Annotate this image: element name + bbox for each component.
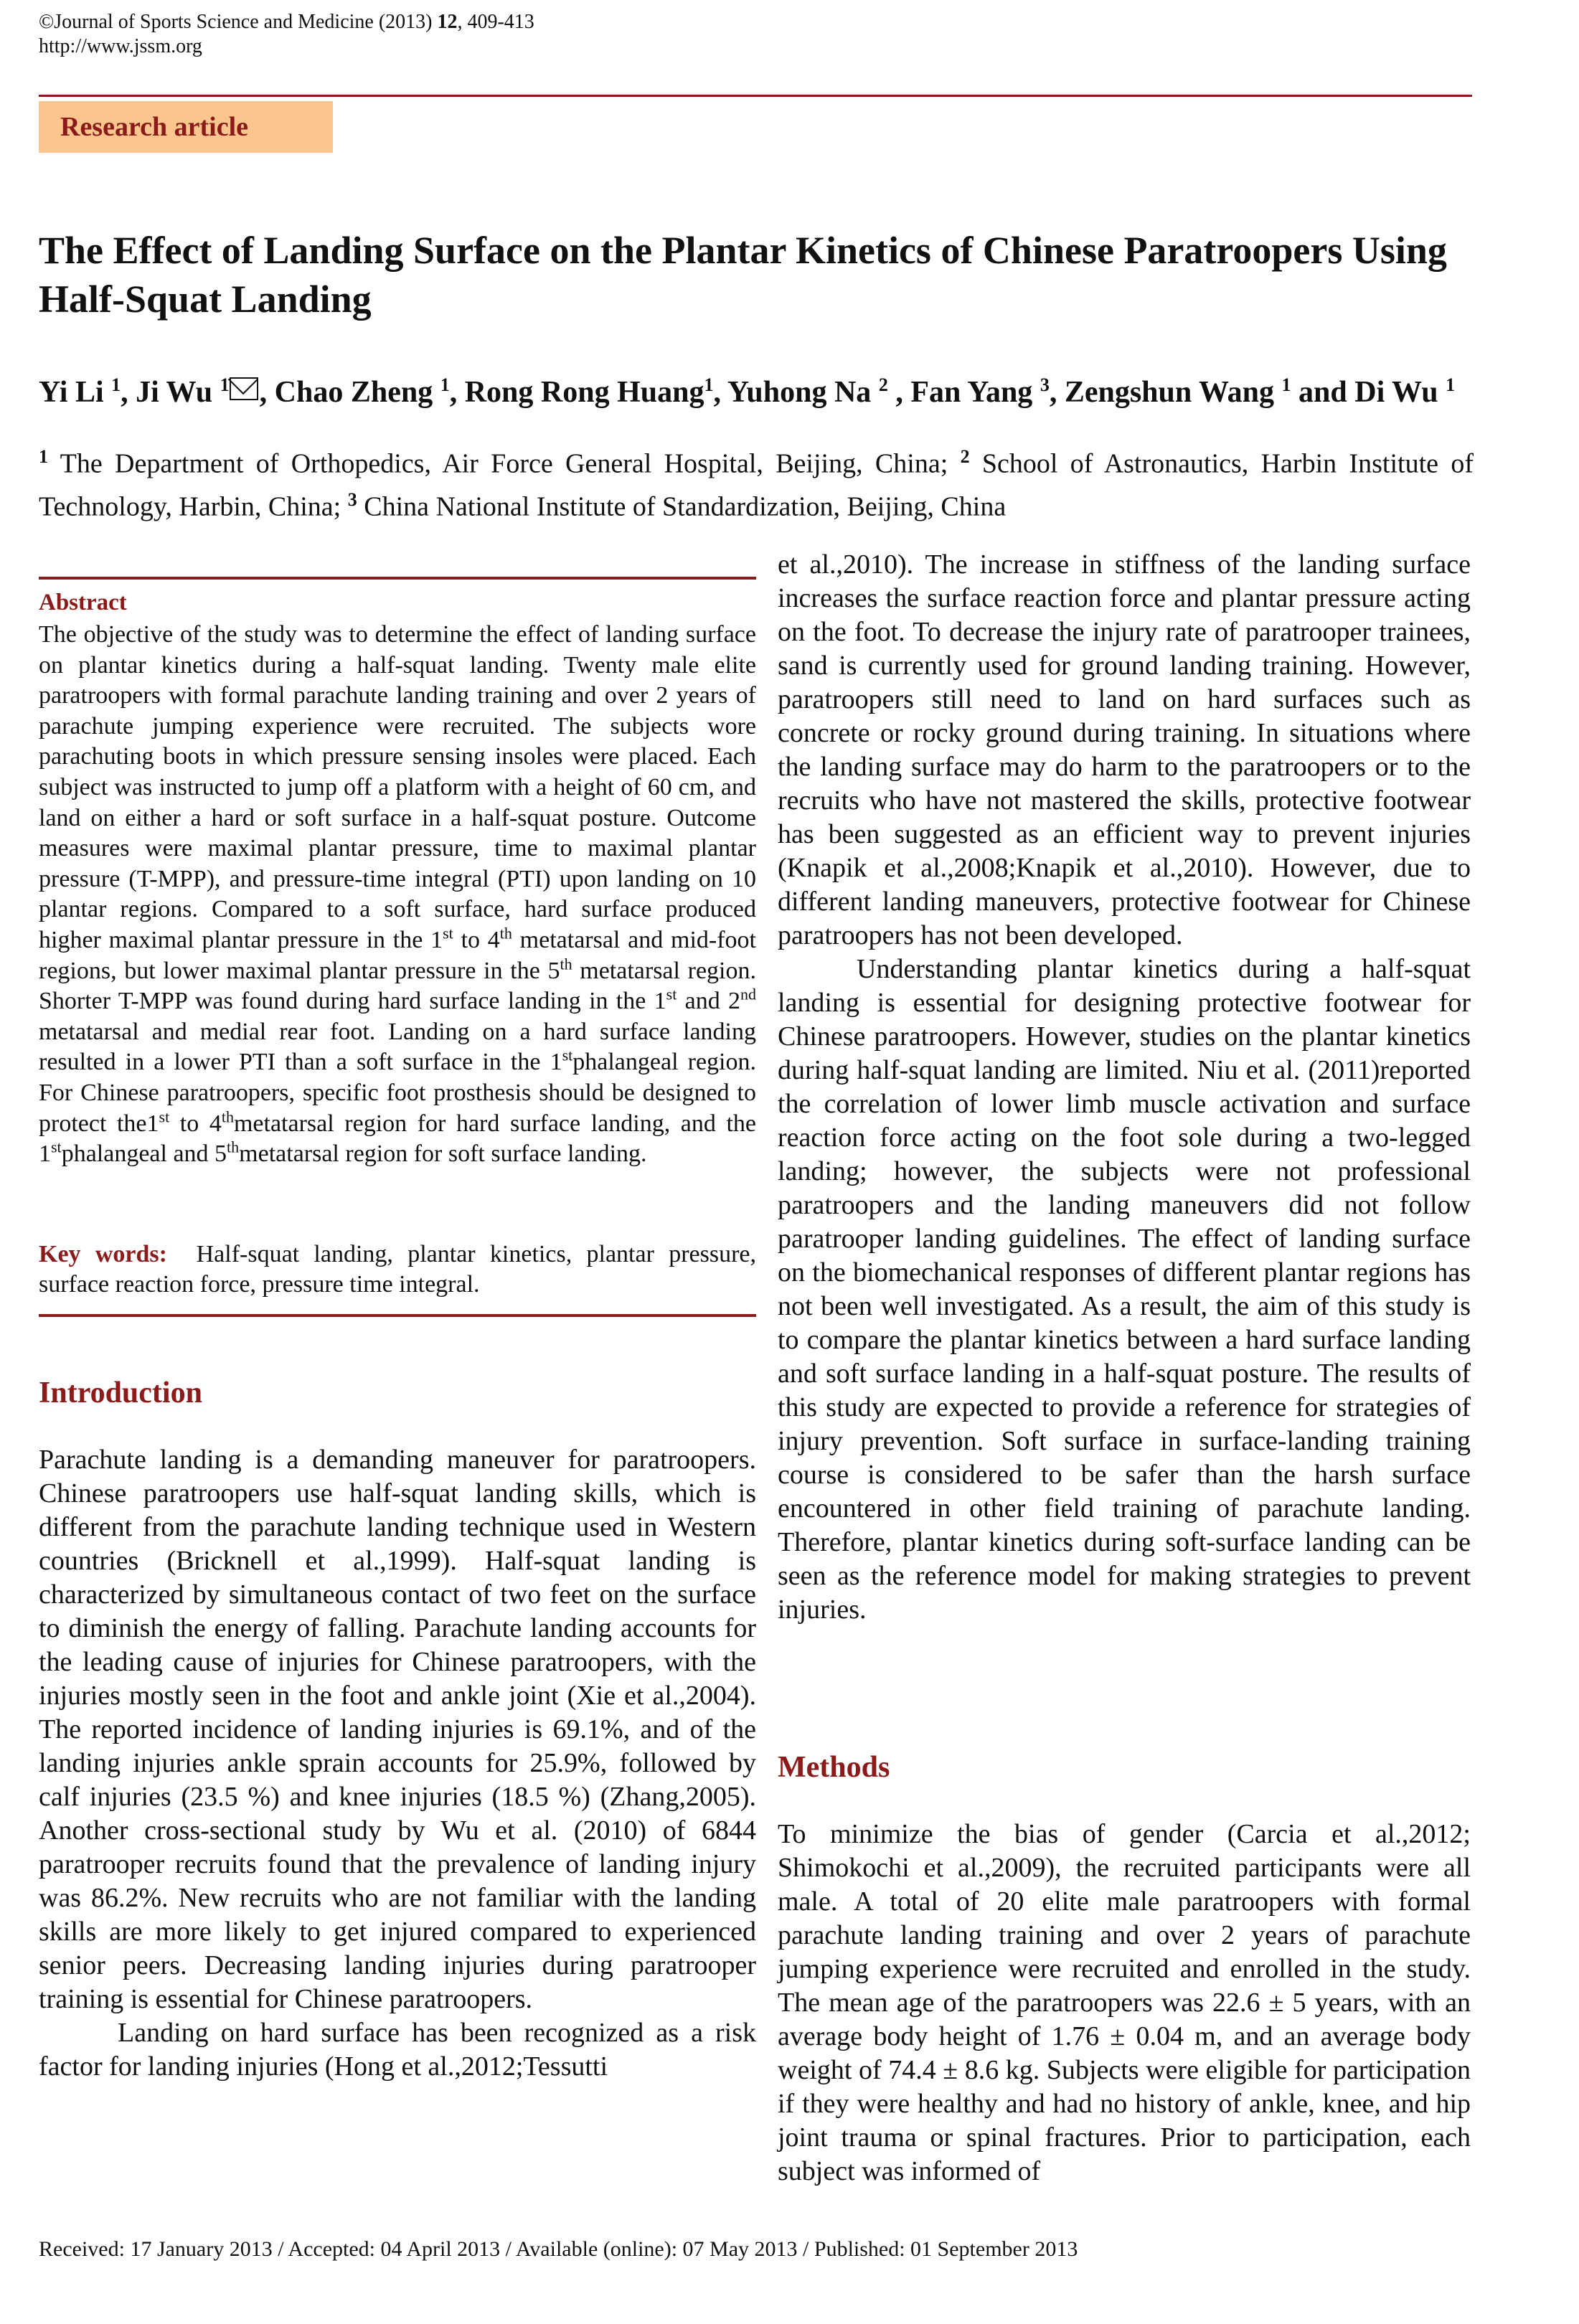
abstract-heading: Abstract — [39, 590, 127, 615]
author-list: Yi Li $^1$, Ji Wu $^1$ , Chao Zheng $^1$, Rong Rong Huang$^1$, Yuhong Na $^2$ , Fan Yang $^3$, Zengshun Wang $^1$ and Di Wu $^1$ — [39, 374, 1456, 409]
abstract-bottom-rule — [39, 1314, 756, 1317]
author: Yuhong Na — [727, 376, 872, 409]
intro-continued-paragraph: et al.,2010). The increase in stiffness of the landing surface increases the surface reaction force and plantar pressure acting on the foot. To decrease the injury rate of paratrooper trainees, sand is currently used for ground landing training. However, paratroopers still need to land on hard surfaces such as concrete or rocky ground during training. In situations where the landing surface may do harm to the paratroopers or to the recruits who have not mastered the skills, protective footwear has been suggested as an efficient way to prevent injuries (Knapik et al.,2008;Knapik et al.,2010). However, due to different landing maneuvers, protective footwear for Chinese paratroopers has not been developed. — [778, 549, 1471, 950]
journal-url[interactable]: http://www.jssm.org — [39, 35, 202, 57]
affiliations: $^1$ The Department of Orthopedics, Air Force General Hospital, Beijing, China; $^2$ School of Astronautics, Harbin Institute of Technology, Harbin, China; $^3$ China National Institute of Standardization, Beijing, China — [39, 446, 1474, 522]
keywords — [39, 1239, 756, 1300]
left-column-body — [39, 1443, 756, 2084]
email-icon[interactable] — [230, 377, 258, 400]
keywords-text: Half-squat landing, plantar kinetics, plantar pressure, surface reaction force, pressure time integral. — [39, 1241, 757, 1298]
publication-dates: Received: 17 January 2013 / Accepted: 04 April 2013 / Available (online): 07 May 2013 / Published: 01 September 2013 — [39, 2237, 1078, 2261]
article-title: The Effect of Landing Surface on the Plantar Kinetics of Chinese Paratroopers Using Half-Squat Landing — [39, 229, 1447, 321]
introduction-heading: Introduction — [39, 1376, 202, 1409]
abstract-top-rule — [39, 577, 756, 580]
methods-heading: Methods — [778, 1751, 890, 1784]
intro-paragraph-2: Landing on hard surface has been recognized as a risk factor for landing injuries (Hong et al.,2012;Tessutti — [39, 2018, 756, 2082]
author: Chao Zheng — [274, 376, 433, 409]
methods-body — [778, 1818, 1471, 2188]
journal-pages: , 409-413 — [457, 11, 534, 33]
author: Fan Yang — [910, 376, 1033, 409]
methods-paragraph-1: To minimize the bias of gender (Carcia et al.,2012; Shimokochi et al.,2009), the recruited participants were all male. A total of 20 elite male paratroopers with formal parachute landing training and over 2 years of parachute jumping experience were recruited and enrolled in the study. The mean age of the paratroopers was 22.6 ± 5 years, with an average body height of 1.76 ± 0.04 m, and an average body weight of 74.4 ± 8.6 kg. Subjects were eligible for participation if they were healthy and had no history of ankle, knee, and hip joint trauma or spinal fractures. Prior to participation, each subject was informed of — [778, 1819, 1471, 2186]
article-type-badge: Research article — [39, 101, 333, 153]
author: Rong Rong Huang — [464, 376, 704, 409]
intro-paragraph-1: Parachute landing is a demanding maneuver for paratroopers. Chinese paratroopers use half-squat landing skills, which is different from the parachute landing technique used in Western countries (Bricknell et al.,1999). Half-squat landing is characterized by simultaneous contact of two feet on the surface to diminish the energy of falling. Parachute landing accounts for the leading cause of injuries for Chinese paratroopers, with the injuries mostly seen in the foot and ankle joint (Xie et al.,2004). The reported incidence of landing injuries is 69.1%, and of the landing injuries ankle sprain accounts for 25.9%, followed by calf injuries (23.5 %) and knee injuries (18.5 %) (Zhang,2005). Another cross-sectional study by Wu et al. (2010) of 6844 paratrooper recruits found that the prevalence of landing injury was 86.2%. New recruits who are not familiar with the landing skills are more likely to get injured compared to experienced senior peers. Decreasing landing injuries during paratrooper training is essential for Chinese paratroopers. — [39, 1445, 756, 2014]
author: Ji Wu — [136, 376, 213, 409]
author: Di Wu — [1354, 376, 1438, 409]
author: Yi Li — [39, 376, 104, 409]
keywords-label: Key words: — [39, 1241, 167, 1267]
journal-volume: 12 — [437, 11, 458, 33]
header-rule — [39, 95, 1472, 97]
journal-citation — [39, 10, 534, 59]
abstract-text: The objective of the study was to determine the effect of landing surface on plantar kinetics during a half-squat landing. Twenty male elite paratroopers with formal parachute landing training and over 2 years of parachute jumping experience were recruited. The subjects wore parachuting boots in which pressure sensing insoles were placed. Each subject was instructed to jump off a platform with a height of 60 cm, and land on either a hard or soft surface in a half-squat posture. Outcome measures were maximal plantar pressure, time to maximal plantar pressure (T-MPP), and pressure-time integral (PTI) upon landing on 10 plantar regions. Compared to a soft surface, hard surface produced higher maximal plantar pressure in the 1st to 4th metatarsal and mid-foot regions, but lower maximal plantar pressure in the 5th metatarsal region. Shorter T-MPP was found during hard surface landing in the 1st and 2nd metatarsal and medial rear foot. Landing on a hard surface landing resulted in a lower PTI than a soft surface in the 1stphalangeal region. For Chinese paratroopers, specific foot prosthesis should be designed to protect the1st to 4thmetatarsal region for hard surface landing, and the 1stphalangeal and 5thmetatarsal region for soft surface landing. — [39, 621, 756, 1168]
journal-name: ©Journal of Sports Science and Medicine (2013) — [39, 11, 433, 33]
author: Zengshun Wang — [1064, 376, 1275, 409]
right-column-body — [778, 548, 1471, 1627]
intro-aims-paragraph: Understanding plantar kinetics during a half-squat landing is essential for designing protective footwear for Chinese paratroopers. However, studies on the plantar kinetics during half-squat landing are limited. Niu et al. (2011)reported the correlation of lower limb muscle activation and surface reaction force acting on the foot sole during a two-legged landing; however, the subjects were not professional paratroopers and the landing maneuvers did not follow paratrooper landing guidelines. The effect of landing surface on the biomechanical responses of different plantar regions has not been well investigated. As a result, the aim of this study is to compare the plantar kinetics between a hard surface landing and soft surface landing in a half-squat posture. The results of this study are expected to provide a reference for strategies of injury prevention. Soft surface in surface-landing training course is considered to be safer than the harsh surface encountered in other field training of parachute landing. Therefore, plantar kinetics during soft-surface landing can be seen as the reference model for making strategies to prevent injuries. — [778, 954, 1471, 1625]
